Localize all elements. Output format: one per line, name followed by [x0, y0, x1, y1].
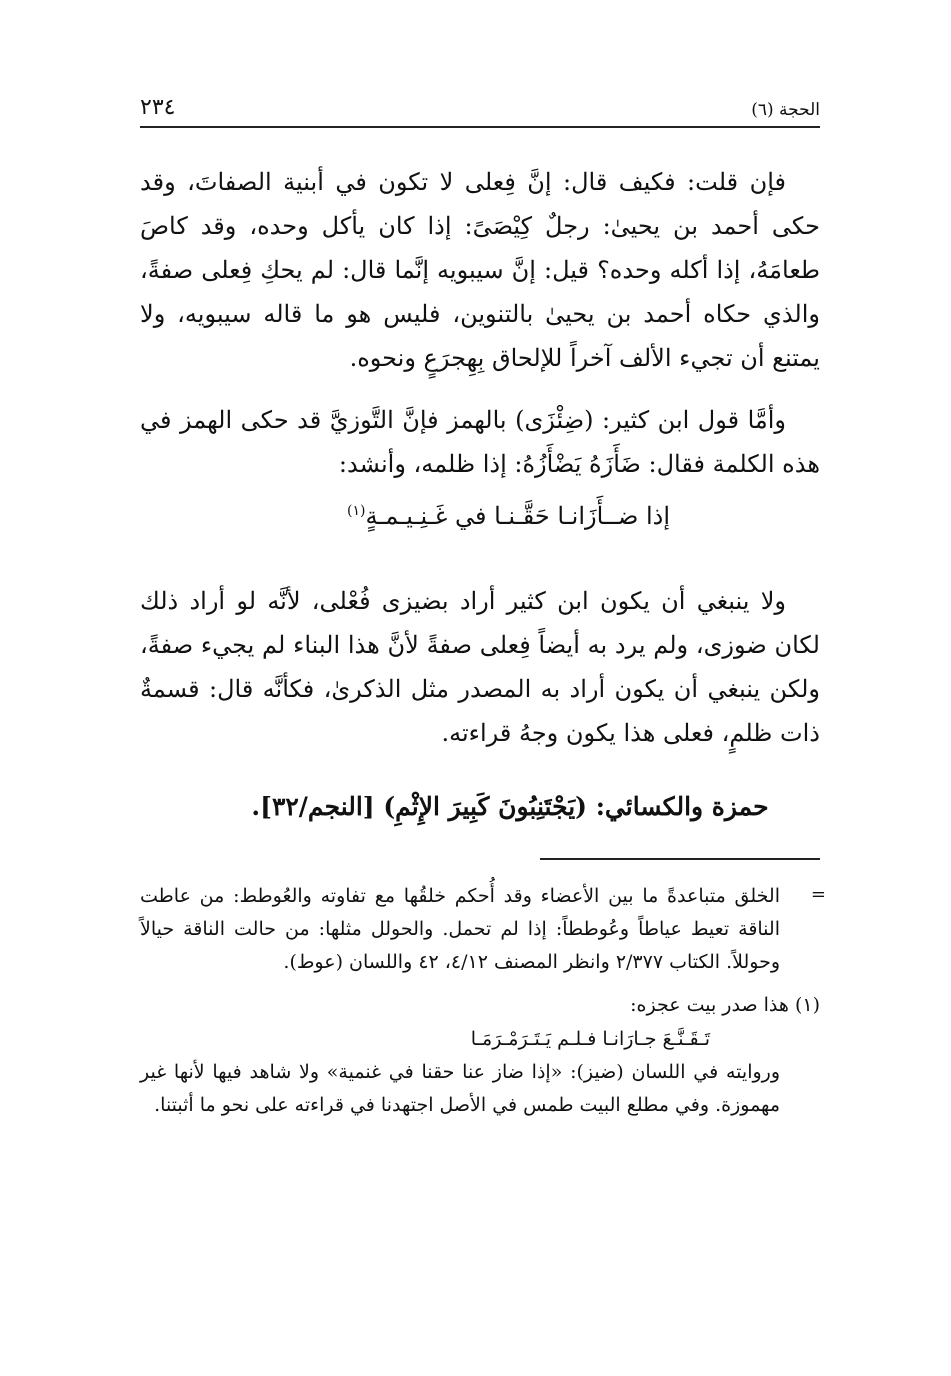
footnote-continuation: الخلق متباعدةً ما بين الأعضاء وقد أُحكم خلقُها مع تفاوته والعُوطط: من عاطت الناقة تعيط عياطاً وعُوططاً: إذا لم تحمل. والحولل مثلها: من حالت الناقة حيالاً وحوللاً. الكتاب ٢/٣٧٧ وانظر المصنف ٤/١٢، ٤٢ واللسان (عوط). [140, 885, 780, 973]
footnotes [140, 880, 826, 1122]
main-text [140, 160, 820, 829]
footnote-marker-1: (١) [346, 503, 366, 519]
header-rule [140, 126, 820, 128]
footnote-rule [540, 858, 820, 860]
page-header [140, 80, 820, 120]
footnote-1-text: وروايته في اللسان (ضيز): «إذا ضاز عنا حقنا في غنمية» ولا شاهد فيها لأنها غير مهموزة. وفي مطلع البيت طمس في الأصل اجتهدنا في قراءته على نحو ما أثبتنا. [140, 1061, 780, 1116]
continuation-mark: = [810, 884, 826, 905]
paragraph-2: وأمَّا قول ابن كثير: (ضِئْزَى) بالهمز فإنَّ التَّوزيَّ قد حكى الهمز في هذه الكلمة فقال: ضَأَزَهُ يَضْأَزُهُ: إذا ظلمه، وأنشد: [140, 406, 820, 478]
book-title: الحجة (٦) [751, 100, 820, 120]
quranic-reading-heading: حمزة والكسائي: (يَجْتَنِبُونَ كَبِيرَ الإِثْمِ) [النجم/٣٢]. [251, 792, 769, 821]
page-number: ٢٣٤ [140, 95, 176, 120]
footnote-1-verse: تَـقَـنَّـعَ جـارَانـا فـلـم يَـتَـرَمْـرَمَـا [470, 1028, 710, 1050]
verse-text: إذا ضــأَزَانـا حَقَّـنـا في غَـنِـيـمـةٍ [365, 502, 670, 530]
verse-line [140, 488, 820, 539]
paragraph-3: ولا ينبغي أن يكون ابن كثير أراد بضيزى فُعْلى، لأنَّه لو أراد ذلك لكان ضوزى، ولم يرد به أيضاً فِعلى صفةً لأنَّ هذا البناء لم يجيء صفةً، ولكن ينبغي أن يكون أراد به المصدر مثل الذكرىٰ، فكأنَّه قال: قسمةٌ ذات ظلمٍ، فعلى هذا يكون وجهُ قراءته. [140, 587, 820, 747]
footnote-1-label: (١) هذا صدر بيت عجزه: [630, 994, 820, 1016]
paragraph-1: فإن قلت: فكيف قال: إنَّ فِعلى لا تكون في أبنية الصفاتَ، وقد حكى أحمد بن يحيىٰ: رجلٌ كِيْصَىً: إذا كان يأكل وحده، وقد كاصَ طعامَهُ، إذا أكله وحده؟ قيل: إنَّ سيبويه إنَّما قال: لم يحكِ فِعلى صفةً، والذي حكاه أحمد بن يحيىٰ بالتنوين، فليس هو ما قاله سيبويه، ولا يمتنع أن تجيء الألف آخراً للإلحاق بِهِجرَعٍ ونحوه. [140, 168, 820, 372]
